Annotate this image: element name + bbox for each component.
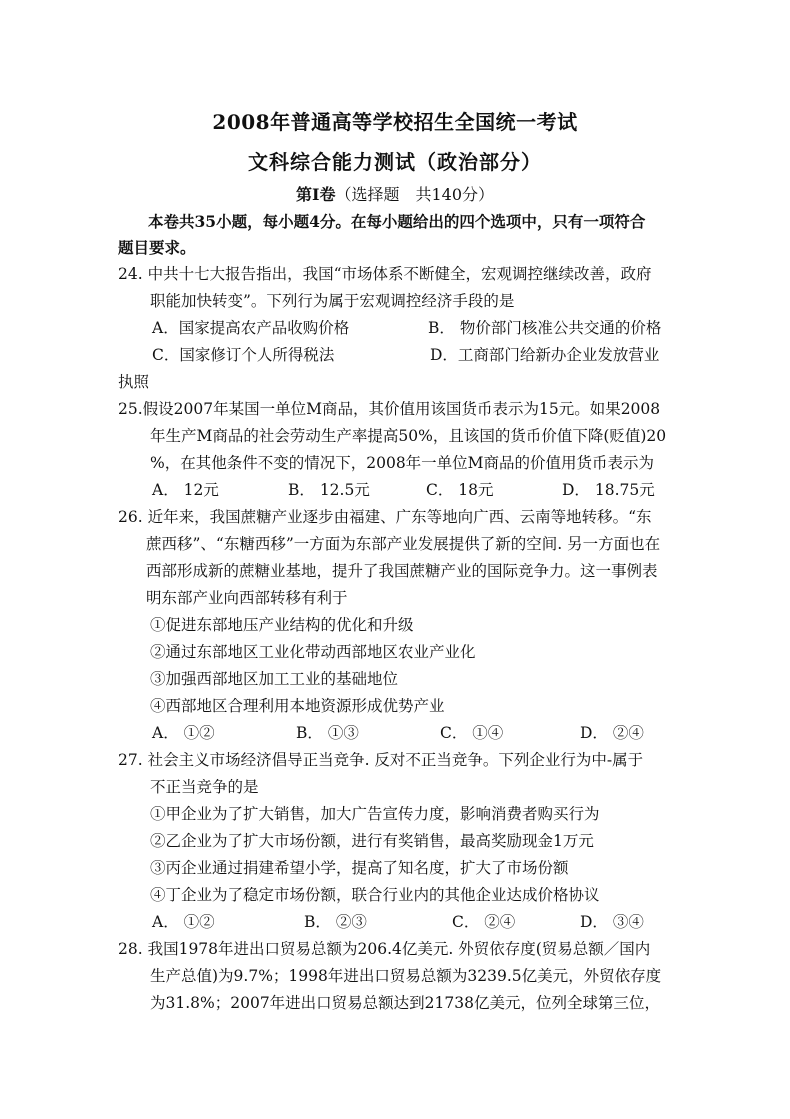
q25-option-a: A． 12元	[152, 481, 219, 499]
q26-stem-line-3: 西部形成新的蔗糖业基地，提升了我国蔗糖产业的国际竞争力。这一事例表	[146, 562, 658, 580]
instructions-line-2: 题目要求。	[118, 238, 196, 257]
q27-option-b: B． ②③	[304, 913, 367, 931]
q28-stem-line-1: 28. 我国1978年进出口贸易总额为206.4亿美元. 外贸依存度(贸易总额／国内	[118, 940, 651, 958]
q27-option-a: A． ①②	[152, 913, 215, 931]
section-note: （选择题 共140分）	[335, 185, 495, 204]
q24-option-d: D．工商部门给新办企业发放营业	[430, 346, 660, 364]
q26-option-a: A． ①②	[152, 724, 215, 742]
exam-title: 2008年普通高等学校招生全国统一考试	[212, 110, 578, 134]
section-heading	[0, 182, 790, 205]
q27-item-1: ①甲企业为了扩大销售，加大广告宣传力度，影响消费者购买行为	[150, 805, 600, 823]
q24-option-b: B． 物价部门核准公共交通的价格	[428, 319, 662, 337]
q27-item-3: ③丙企业通过捐建希望小学，提高了知名度，扩大了市场份额	[150, 859, 569, 877]
q27-item-4: ④丁企业为了稳定市场份额，联合行业内的其他企业达成价格协议	[150, 886, 600, 904]
q26-option-c: C． ①④	[440, 724, 504, 742]
q27-option-c: C． ②④	[452, 913, 516, 931]
q26-stem-line-4: 明东部产业向西部转移有利于	[146, 589, 348, 607]
q26-item-3: ③加强西部地区加工工业的基础地位	[150, 670, 399, 688]
q26-item-2: ②通过东部地区工业化带动西部地区农业产业化	[150, 643, 476, 661]
q25-option-d: D． 18.75元	[562, 481, 655, 499]
q25-stem-line-3: %，在其他条件不变的情况下，2008年一单位M商品的价值用货币表示为	[150, 454, 655, 472]
q26-item-1: ①促进东部地压产业结构的优化和升级	[150, 616, 414, 634]
q24-option-d-continued: 执照	[118, 373, 150, 391]
q26-item-4: ④西部地区合理利用本地资源形成优势产业	[150, 697, 445, 715]
q25-stem-line-1: 25.假设2007年某国一单位M商品，其价值用该国货币表示为15元。如果2008	[118, 400, 661, 418]
q24-option-c: C．国家修订个人所得税法	[152, 346, 335, 364]
q26-option-d: D． ②④	[580, 724, 644, 742]
q24-option-a: A．国家提高农产品收购价格	[152, 319, 350, 337]
q25-stem-line-2: 年生产M商品的社会劳动生产率提高50%，且该国的货币价值下降(贬值)20	[150, 427, 667, 445]
q28-stem-line-2: 生产总值)为9.7%；1998年进出口贸易总额为3239.5亿美元，外贸依存度	[150, 967, 662, 985]
exam-subtitle: 文科综合能力测试（政治部分）	[248, 150, 542, 174]
q27-stem-line-2: 不正当竞争的是	[150, 778, 259, 796]
q27-item-2: ②乙企业为了扩大市场份额，进行有奖销售，最高奖励现金1万元	[150, 832, 594, 850]
q25-option-c: C． 18元	[426, 481, 494, 499]
section-label: 第Ⅰ卷	[295, 185, 336, 204]
q26-stem-line-2: 蔗西移”、“东糖西移”一方面为东部产业发展提供了新的空间. 另一方面也在	[146, 535, 661, 553]
instructions-line-1: 本卷共35小题，每小题4分。在每小题给出的四个选项中，只有一项符合	[148, 212, 646, 231]
q26-stem-line-1: 26. 近年来，我国蔗糖产业逐步由福建、广东等地向广西、云南等地转移。“东	[118, 508, 652, 526]
q28-stem-line-3: 为31.8%；2007年进出口贸易总额达到21738亿美元，位列全球第三位，	[150, 994, 660, 1012]
q24-stem-line-1: 24. 中共十七大报告指出，我国“市场体系不断健全，宏观调控继续改善，政府	[118, 265, 652, 283]
q26-option-b: B． ①③	[296, 724, 359, 742]
q27-option-d: D． ③④	[580, 913, 644, 931]
q24-stem-line-2: 职能加快转变”。下列行为属于宏观调控经济手段的是	[150, 292, 515, 310]
q27-stem-line-1: 27. 社会主义市场经济倡导正当竞争. 反对不正当竞争。下列企业行为中-属于	[118, 751, 644, 769]
q25-option-b: B． 12.5元	[288, 481, 370, 499]
